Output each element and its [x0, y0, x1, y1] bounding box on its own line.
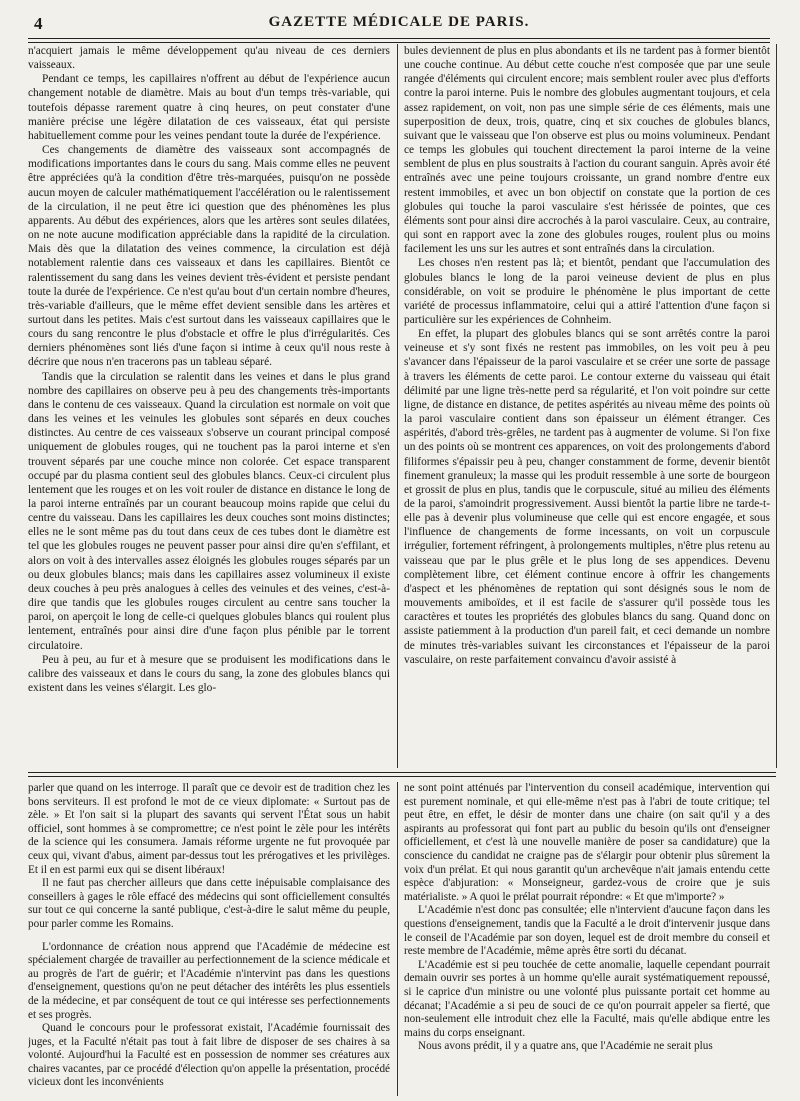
feuilleton-divider	[397, 782, 398, 1096]
feuilleton-column-left	[28, 782, 390, 1096]
paragraph: parler que quand on les interroge. Il paraît que ce devoir est de tradition chez les bons serviteurs. Il est profond le mot de ce vieux diplomate: « Surtout pas de zèle. » Et l'on sait si la plupart des savants qui servent l'État sous un habit officiel, sont hommes à se compromettre; ce n'est point le zèle pour les intérêts de la science qui les consumera. Jamais réforme urgente ne fut provoquée par ceux qui, vivant d'abus, aiment par-dessus tout les prérogatives et les privilèges. Et il en est parmi eux qui se disent libéraux!	[28, 782, 390, 876]
page-header	[28, 10, 770, 36]
paragraph: Quand le concours pour le professorat existait, l'Académie fournissait des juges, et la Faculté n'était pas tout à fait libre de disposer de ses chaires à sa volonté. Aujourd'hui la Faculté est en possession de nommer ses créatures aux chaires vacantes, par ce procédé d'élection qu'on appelle la présentation, procédé vicieux dont les inconvénients	[28, 1022, 390, 1089]
paragraph: L'ordonnance de création nous apprend que l'Académie de médecine est spécialement chargée de travailler au perfectionnement de la science médicale et au progrès de l'art de guérir; et l'Académie n'intervint pas dans les questions d'enseignement, questions qu'on ne peut détacher des intérêts les plus essentiels de la médecine, et par conséquent de tout ce qui intéresse ses perfectionnements et ses progrès.	[28, 940, 390, 1021]
paragraph: ne sont point atténués par l'intervention du conseil académique, intervention qui est purement nominale, et qui elle-même n'est pas à l'abri de toute critique; tel peut être, en effet, le désir de monter dans une chaire (on sait qu'il y a des aspirants au professorat qui font part au public du besoin qu'ils ont d'enseigner officiellement, et c'est là une nouvelle manière de poser sa candidature) que la conscience du candidat ne craigne pas de s'élargir pour obtenir plus sûrement la voix d'un prélat. Et qui nous garantit qu'un archevêque n'ait jamais entendu cette espèce d'abjuration: « Monseigneur, gardez-vous de croire que je suis matérialiste. » A quoi le prélat pourrait répondre: « Et que m'importe? »	[404, 782, 770, 903]
paragraph: L'Académie est si peu touchée de cette anomalie, laquelle cependant pourrait demain ouvrir ses portes à un homme qu'elle aurait systématiquement repoussé, si le caprice d'un ministre ou une volonté plus puissante portait cet homme au décanat; l'Académie a si peu de souci de ce qu'on pourrait appeler sa fierté, que non-seulement elle introduit chez elle la Faculté, mais qu'elle abdique entre les mains du corps enseignant.	[404, 958, 770, 1039]
column-divider	[397, 44, 398, 768]
paragraph: Ces changements de diamètre des vaisseaux sont accompagnés de modifications importantes dans le cours du sang. Mais comme elles ne peuvent être appréciées qu'à la condition d'être très-marquées, puisqu'on ne possède aucun moyen de calculer mathématiquement l'accélération ou le ralentissement de la circulation, il ne peut être ici question que des phénomènes les plus apparents. Au début des expériences, alors que les artères sont seules dilatées, on ne note aucune modification appréciable dans la rapidité de la circulation. Mais dès que la dilatation des veines commence, la circulation est déjà notablement ralentie dans ces vaisseaux et dans les capillaires. Bientôt ce ralentissement du sang dans les veines devient très-évident et persiste pendant toute la durée de l'expérience. Ce n'est qu'au bout d'un certain nombre d'heures, très-variable d'ailleurs, que le même effet devient sensible dans les artères et surtout dans les petites. Mais c'est surtout dans les vaisseaux capillaires que le cours du sang rencontre le plus d'obstacle et offre le plus d'irrégularités. Ces derniers phénomènes sont liés d'une façon si intime à ceux qu'il nous reste à décrire que nous n'en tracerons pas un tableau séparé.	[28, 144, 390, 369]
article-column-right	[404, 44, 770, 768]
paragraph: Il ne faut pas chercher ailleurs que dans cette inépuisable complaisance des conseillers à gages le rôle effacé des médecins qui sont officiellement consultés sur tout ce qui concerne la santé publique, c'est-à-dire le salut même du peuple, pour parler comme les Romains.	[28, 877, 390, 930]
paragraph-gap	[28, 932, 390, 941]
feuilleton-column-right	[404, 782, 770, 1096]
paragraph: Nous avons prédit, il y a quatre ans, que l'Académie ne serait plus	[418, 1040, 713, 1053]
paragraph: bules deviennent de plus en plus abondants et ils ne tardent pas à former bientôt une couche continue. Au début cette couche n'est composée que par une seule rangée d'éléments qui circulent encore; mais semblent rouler avec plus d'efforts contre la paroi interne. Puis le nombre des globules augmentant toujours, et cela assez rapidement, on voit, non pas une simple série de ces éléments, mais une superposition de deux, trois, quatre, cinq et six couches de globules blancs, suivant que le vaisseau que l'on observe est plus ou moins volumineux. Pendant ce temps les globules qui touchent directement la paroi interne de la veine semblent de plus en plus soustraits à l'action du courant sanguin. Après avoir été entraînés avec une peine toujours croissante, un grand nombre d'entre eux restent immobiles, et avec un bon objectif on constate que la portion de ces globules qui touche la paroi vasculaire s'est hérissée de pointes, que ces éléments sont pour ainsi dire accrochés à la paroi vasculaire. Ceux, au contraire, qui sont en rapport avec la zone des globules rouges, roulent plus ou moins facilement les uns sur les autres et sont entraînés dans la circulation.	[404, 45, 770, 256]
journal-title: GAZETTE MÉDICALE DE PARIS.	[268, 14, 530, 30]
paragraph: L'Académie n'est donc pas consultée; elle n'intervient d'aucune façon dans les questions d'enseignement, tandis que la Faculté a le droit d'intervenir jusque dans le conseil de l'Académie par son doyen, lequel est de droit membre du conseil et reste membre de l'Académie, même après être sorti du décanat.	[404, 904, 770, 958]
paragraph: Peu à peu, au fur et à mesure que se produisent les modifications dans le calibre des vaisseaux et dans le cours du sang, la zone des globules blancs qui existent dans les veines s'élargit. Les glo-	[28, 653, 390, 695]
feuilleton-rule	[28, 772, 776, 777]
paragraph: En effet, la plupart des globules blancs qui se sont arrêtés contre la paroi veineuse et s'y sont fixés ne restent pas immobiles, on les voit peu à peu s'avancer dans l'épaisseur de la paroi vasculaire et se créer une sorte de passage à travers les éléments de cette paroi. Le contour externe du vaisseau qui était délimité par une ligne très-nette perd sa régularité, et l'on voit poindre sur cette ligne, de distance en distance, de petites aspérités au niveau même des points où la paroi vasculaire contient dans son épaisseur un élément étranger. Ces aspérités, d'abord très-grêles, ne tardent pas à augmenter de volume. Si l'on fixe un des points où se montrent ces apparences, on voit des prolongements d'abord filiformes s'épaissir peu à peu, changer constamment de forme, devenir bientôt finement granuleux; la masse qui les produit ressemble à une sorte de bourgeon et grossit de plus en plus, tandis que le corpuscule, situé au milieu des éléments de la paroi, s'amoindrit progressivement. Aussi bientôt la partie libre ne tarde-t-elle pas à devenir plus volumineuse que celle qui est encore engagée, et sous l'influence de changements de forme incessants, on voit un corpuscule irrégulier, fortement réfringent, à prolongements multiples, n'être plus retenu au vaisseau que par le plus grêle et le plus long de ses appendices. Devenu complètement libre, cet élément continue encore à offrir les changements d'aspect et les phénomènes de reptation qui sont désignés sous le nom de mouvements amiboïdes, et il est facile de s'assurer qu'il possède tous les caractères et toutes les propriétés des globules blancs du sang. Quand donc on assiste patiemment à la production d'un pareil fait, et ceci demande un nombre de minutes très-variables suivant les circonstances et l'épaisseur de la paroi vasculaire, on reste parfaitement convaincu d'avoir assisté à	[404, 328, 770, 666]
header-rule	[28, 38, 770, 43]
paragraph: Tandis que la circulation se ralentit dans les veines et dans le plus grand nombre des capillaires on observe peu à peu des changements très-importants dans le contenu de ces vaisseaux. Quand la circulation est normale on voit que dans les veines et les veinules les globules sont séparés en deux couches distinctes. Au centre de ces vaisseaux s'observe un courant principal composé uniquement de globules rouges, qui ne touchent pas la paroi interne et s'en trouvent séparés par une couche mince non colorée. Cet espace transparent occupé par du plasma contient seul des globules blancs. Ceux-ci circulent plus lentement que les rouges et on les voit rouler de distance en distance le long de la paroi interne entraînés par un courant beaucoup moins rapide que celui du centre du vaisseau. Dans les capillaires les deux couches sont moins distinctes; elles ne le sont même pas du tout dans ceux de ces tubes dont le diamètre est tel que les globules rouges ne peuvent passer pour ainsi dire qu'en s'effilant, et alors on voit à des intervalles assez éloignés les globules rouges séparés par un ou deux globules blancs; mais dans les capillaires assez volumineux il existe deux couches à peu près analogues à celles des veinules et des veines, c'est-à-dire que tandis que les globules rouges circulent au centre sans toucher la paroi, on aperçoit le long de celle-ci quelques globules blancs qui roulent plus lentement, entraînés pour ainsi dire d'une façon plus pénible par le torrent circulatoire.	[28, 370, 390, 652]
column-divider-right	[776, 44, 777, 768]
page-number: 4	[34, 14, 43, 33]
article-column-left	[28, 44, 390, 768]
paragraph: n'acquiert jamais le même développement qu'au niveau de ces derniers vaisseaux.	[28, 45, 390, 72]
paragraph: Les choses n'en restent pas là; et bientôt, pendant que l'accumulation des globules blancs le long de la paroi veineuse devient de plus en plus considérable, on voit se produire le phénomène le plus important de cette variété de processus inflammatoire, celui qui a attiré l'attention d'une façon si particulière sur les expériences de Cohnheim.	[404, 257, 770, 326]
paragraph: Pendant ce temps, les capillaires n'offrent au début de l'expérience aucun changement notable de diamètre. Mais au bout d'un temps très-variable, qui toutefois dépasse rarement quatre à cinq heures, on peut constater d'une manière précise une légère dilatation de ces vaisseaux, état qui persiste habituellement comme pour les veines pendant toute la durée de l'expérience.	[28, 73, 390, 142]
